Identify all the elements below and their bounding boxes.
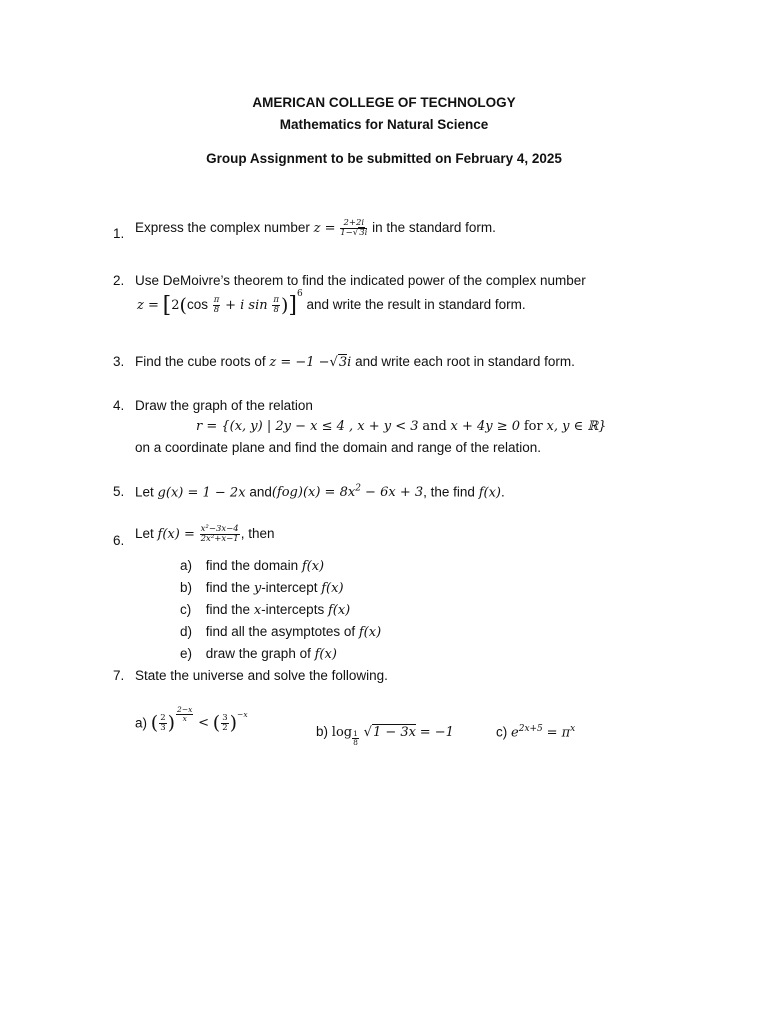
exponent: x bbox=[570, 724, 576, 734]
denominator-part: 1− bbox=[340, 227, 353, 238]
sub-item-text: find the domain bbox=[205, 558, 299, 573]
math-expression: 2 bbox=[171, 298, 180, 314]
question-text: , then bbox=[240, 525, 275, 541]
fraction-denominator: 8 bbox=[213, 305, 220, 315]
fraction bbox=[340, 219, 367, 238]
math-expression: z = −1 −√3i bbox=[269, 355, 352, 370]
question-text: Let bbox=[135, 525, 154, 541]
sub-item-text: -intercepts bbox=[261, 602, 325, 617]
math-expression: √1 − 3x bbox=[363, 725, 416, 740]
question-2-formula bbox=[137, 288, 526, 318]
question-number: 6. bbox=[113, 533, 125, 548]
question-number: 7. bbox=[113, 668, 125, 683]
q7-part-c bbox=[496, 724, 575, 741]
q7-part-b bbox=[316, 724, 454, 747]
question-number: 5. bbox=[113, 484, 125, 499]
fraction bbox=[159, 714, 166, 733]
question-text: Draw the graph of the relation bbox=[135, 398, 313, 413]
denominator-part: i bbox=[364, 227, 368, 238]
sub-item-text: find the bbox=[205, 602, 251, 617]
math-expression: = π bbox=[546, 725, 571, 741]
fraction bbox=[221, 714, 228, 733]
math-part: z = −1 − bbox=[269, 355, 330, 370]
math-expression: f(x) bbox=[314, 647, 337, 662]
exponent: 2x+5 bbox=[518, 724, 543, 734]
question-number: 3. bbox=[113, 354, 125, 369]
sub-item-b bbox=[180, 580, 344, 596]
math-expression: f(x) bbox=[321, 581, 344, 596]
question-text: and write each root in standard form. bbox=[355, 354, 575, 369]
fraction-denominator: 3 bbox=[160, 722, 166, 733]
math-expression: x, y ∈ ℝ} bbox=[546, 419, 607, 434]
sub-item-label: b) bbox=[180, 580, 193, 595]
fraction-numerator: 2 bbox=[160, 712, 166, 723]
fraction-numerator: π bbox=[273, 295, 279, 306]
log-base-fraction bbox=[352, 730, 359, 747]
question-text: on a coordinate plane and find the domain and range of the relation. bbox=[135, 440, 542, 455]
radicand: 1 − 3x bbox=[372, 725, 416, 740]
fraction-denominator: 2x²+x−1 bbox=[200, 533, 239, 544]
fraction-numerator: 2−x bbox=[177, 705, 193, 714]
math-part: i bbox=[347, 355, 352, 370]
bracket-close: ] bbox=[288, 293, 297, 318]
sub-item-a bbox=[180, 558, 324, 574]
fraction-numerator: 2+2i bbox=[340, 219, 367, 229]
math-part: (fog)(x) = 8x bbox=[271, 485, 356, 501]
question-number: 4. bbox=[113, 398, 125, 413]
math-expression: = −1 bbox=[419, 725, 454, 740]
sub-item-text: find the bbox=[205, 580, 251, 595]
question-text: and bbox=[249, 484, 272, 500]
institution-title: AMERICAN COLLEGE OF TECHNOLOGY bbox=[252, 95, 516, 110]
sub-item-text: -intercept bbox=[261, 580, 318, 595]
part-label: a) bbox=[135, 715, 148, 731]
fraction-numerator: 3 bbox=[222, 712, 228, 723]
fraction-numerator: π bbox=[213, 295, 220, 306]
paren-close: ) bbox=[229, 712, 238, 734]
fraction bbox=[272, 296, 280, 315]
for-text: for bbox=[523, 419, 543, 434]
sub-item-text: find all the asymptotes of bbox=[205, 624, 356, 639]
question-text: . bbox=[500, 484, 505, 500]
math-expression: z = bbox=[313, 220, 336, 236]
math-expression: z = bbox=[137, 298, 159, 314]
fraction-denominator: 1−√3i bbox=[340, 227, 368, 238]
math-expression: e bbox=[511, 725, 519, 741]
fraction-denominator: x bbox=[182, 713, 187, 723]
question-body bbox=[135, 525, 274, 544]
paren-close: ) bbox=[280, 294, 289, 317]
question-text: , the find bbox=[423, 484, 475, 500]
cos-text: cos bbox=[186, 297, 208, 313]
fraction-denominator: 8 bbox=[353, 737, 358, 747]
course-title: Mathematics for Natural Science bbox=[279, 117, 489, 132]
exponent: 6 bbox=[296, 288, 303, 299]
part-label: b) bbox=[316, 724, 329, 739]
paren-open: ( bbox=[212, 712, 221, 734]
exponent-fraction bbox=[176, 706, 193, 723]
sub-item-text: draw the graph of bbox=[205, 646, 311, 661]
part-label: c) bbox=[496, 724, 508, 740]
relation-formula bbox=[196, 418, 606, 434]
q7-part-a bbox=[135, 705, 248, 734]
bracket-open: [ bbox=[162, 293, 172, 318]
math-expression: r = {(x, y) | 2y − x ≤ 4 , x + y < 3 bbox=[196, 419, 419, 434]
math-expression: f(x) bbox=[327, 603, 351, 618]
fraction-denominator: 8 bbox=[273, 305, 279, 315]
fraction bbox=[213, 296, 221, 315]
sub-item-label: c) bbox=[180, 602, 192, 617]
question-body bbox=[135, 484, 505, 500]
question-text: Express the complex number bbox=[135, 219, 310, 235]
less-than: < bbox=[198, 715, 210, 731]
question-body bbox=[135, 219, 496, 238]
math-expression: f(x) bbox=[478, 485, 501, 501]
sub-item-e bbox=[180, 646, 337, 662]
sub-item-label: e) bbox=[180, 646, 193, 661]
sub-item-d bbox=[180, 624, 381, 640]
fraction bbox=[200, 525, 240, 544]
fraction-denominator: 2 bbox=[222, 722, 228, 733]
question-body bbox=[135, 354, 575, 370]
math-expression: f(x) bbox=[301, 559, 325, 574]
paren-open: ( bbox=[179, 294, 187, 317]
math-part: − 6x + 3 bbox=[360, 485, 424, 501]
fraction-numerator: x²−3x−4 bbox=[200, 524, 239, 534]
paren-close: ) bbox=[167, 712, 176, 734]
exponent: −x bbox=[237, 710, 248, 719]
question-number: 2. bbox=[113, 273, 125, 288]
math-expression bbox=[272, 485, 423, 500]
radicand: 3 bbox=[359, 227, 365, 238]
paren-open: ( bbox=[150, 712, 159, 734]
assignment-title: Group Assignment to be submitted on February 4, 2025 bbox=[206, 151, 562, 166]
sub-item-label: d) bbox=[180, 624, 193, 639]
question-text: Find the cube roots of bbox=[135, 354, 266, 369]
sub-item-label: a) bbox=[180, 558, 193, 573]
radicand: 3 bbox=[338, 355, 348, 370]
question-text: Use DeMoivre’s theorem to find the indicated power of the complex number bbox=[135, 273, 586, 288]
math-expression: f(x) = bbox=[157, 526, 195, 542]
math-expression: g(x) = 1 − 2x bbox=[157, 485, 246, 501]
and-text: and bbox=[422, 419, 447, 434]
question-text: State the universe and solve the following. bbox=[135, 668, 388, 683]
exponent: 2 bbox=[355, 484, 361, 494]
math-variable: y bbox=[253, 581, 262, 596]
math-variable: x bbox=[253, 603, 262, 618]
question-number: 1. bbox=[113, 226, 125, 241]
question-text: in the standard form. bbox=[372, 219, 496, 235]
math-expression: + i sin bbox=[225, 298, 268, 314]
question-text: and write the result in standard form. bbox=[306, 297, 526, 313]
math-expression: f(x) bbox=[358, 625, 382, 640]
sub-item-c bbox=[180, 602, 350, 618]
math-expression: x + 4y ≥ 0 bbox=[450, 419, 521, 434]
fraction-numerator: 1 bbox=[353, 729, 358, 739]
question-text: Let bbox=[135, 484, 154, 500]
log-text: log bbox=[331, 725, 353, 740]
